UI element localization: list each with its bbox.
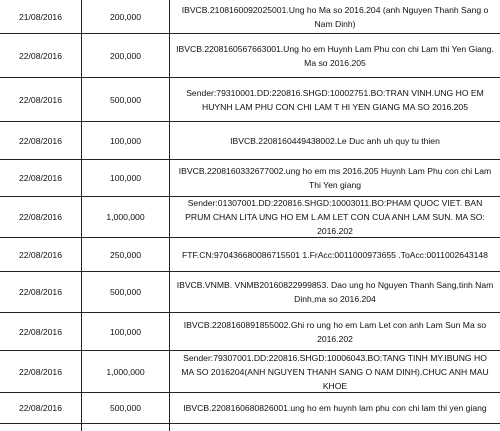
- date-cell: 22/08/2016: [0, 351, 82, 392]
- amount-cell: 500,000: [82, 272, 170, 312]
- amount-cell: 100,000: [82, 313, 170, 350]
- table-row: [0, 424, 500, 431]
- table-row: [0, 272, 500, 313]
- date-cell: 22/08/2016: [0, 34, 82, 77]
- description-text: FTF.CN:970436680086715501 1.FrAcc:0011000973655 .ToAcc:0011002643148: [182, 249, 488, 260]
- description-cell: [170, 0, 500, 33]
- date-cell: 22/08/2016: [0, 197, 82, 237]
- table-row: [0, 160, 500, 197]
- description-cell: [170, 78, 500, 121]
- description-text: Sender:01307001.DD:220816.SHGD:10003011.BO:PHAM QUOC VIET. BAN PRUM CHAN LITA UNG HO EM L AM LET CON CUA ANH LAM SUN. MA SO: 2016.202: [185, 198, 485, 236]
- description-cell: [170, 122, 500, 159]
- description-cell: [170, 351, 500, 392]
- amount-cell: [82, 424, 170, 431]
- description-cell: [170, 197, 500, 237]
- amount-cell: 100,000: [82, 122, 170, 159]
- description-text: IBVCB.2208160891855002.Ghi ro ung ho em Lam Let con anh Lam Sun Ma so 2016.202: [183, 319, 487, 344]
- date-cell: 22/08/2016: [0, 393, 82, 423]
- table-row: [0, 122, 500, 160]
- description-text: Sender:79307001.DD:220816.SHGD:10006043.BO:TANG TINH MY.IBUNG HO MA SO 2016204(ANH NGUYEN THANH SANG O NAM DINH).CHUC ANH MAU KHOE: [181, 352, 489, 391]
- table-row: [0, 238, 500, 272]
- date-cell: 22/08/2016: [0, 160, 82, 196]
- description-text: Sender:79310001.DD:220816.SHGD:10002751.BO:TRAN VINH.UNG HO EM HUYNH LAM PHU CON CHI LAM T HI YEN GIANG MA SO 2016.205: [186, 87, 484, 112]
- description-text: IBVCB.2208160332677002.ung ho em ms 2016.205 Huynh Lam Phu con chi Lam Thi Yen giang: [178, 166, 492, 190]
- date-cell: 22/08/2016: [0, 313, 82, 350]
- description-cell: [170, 313, 500, 350]
- table-row: [0, 34, 500, 78]
- date-cell: 22/08/2016: [0, 122, 82, 159]
- description-cell: [170, 160, 500, 196]
- description-text: IBVCB.2208160449438002.Le Duc anh uh quy tu thien: [230, 135, 440, 146]
- table-row: [0, 78, 500, 122]
- description-text: IBVCB.2108160092025001.Ung ho Ma so 2016.204 (anh Nguyen Thanh Sang o Nam Dinh): [181, 4, 489, 29]
- date-cell: [0, 424, 82, 431]
- description-cell: [170, 238, 500, 271]
- description-text: IBVCB.2208160680826001.ung ho em huynh lam phu con chi lam thi yen giang: [183, 403, 487, 413]
- table-row: [0, 0, 500, 34]
- table-row: [0, 313, 500, 351]
- amount-cell: 500,000: [82, 78, 170, 121]
- description-text: IBVCB.2208160567663001.Ung ho em Huynh Lam Phu con chi Lam thi Yen Giang. Ma so 2016.205: [176, 43, 494, 68]
- date-cell: 22/08/2016: [0, 272, 82, 312]
- amount-cell: 1,000,000: [82, 197, 170, 237]
- amount-cell: 250,000: [82, 238, 170, 271]
- description-text: IBVCB.VNMB. VNMB20160822999853. Dao ung ho Nguyen Thanh Sang,tinh Nam Dinh,ma so 2016.204: [176, 280, 494, 304]
- date-cell: 22/08/2016: [0, 78, 82, 121]
- description-cell: [170, 424, 500, 431]
- description-cell: [170, 34, 500, 77]
- date-cell: 22/08/2016: [0, 238, 82, 271]
- amount-cell: 500,000: [82, 393, 170, 423]
- table-row: [0, 197, 500, 238]
- amount-cell: 1,000,000: [82, 351, 170, 392]
- description-cell: [170, 393, 500, 423]
- amount-cell: 200,000: [82, 0, 170, 33]
- table-row: [0, 351, 500, 393]
- amount-cell: 200,000: [82, 34, 170, 77]
- table-row: [0, 393, 500, 424]
- date-cell: 21/08/2016: [0, 0, 82, 33]
- amount-cell: 100,000: [82, 160, 170, 196]
- description-cell: [170, 272, 500, 312]
